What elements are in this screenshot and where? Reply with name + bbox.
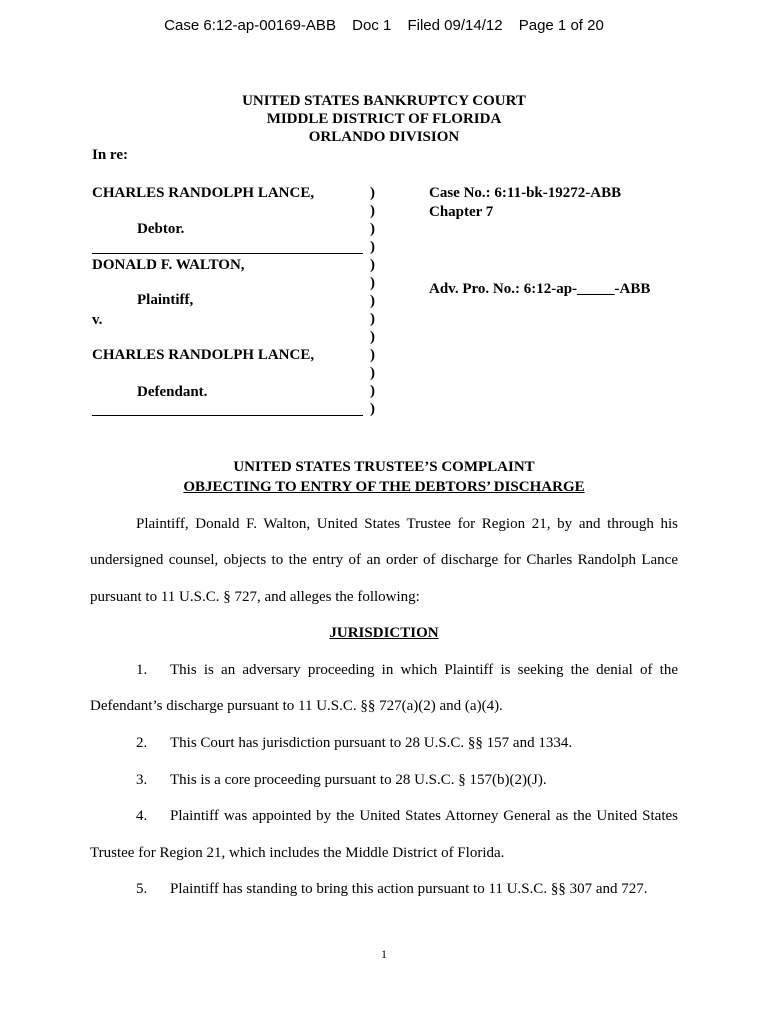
paragraph-line: This is an adversary proceeding in which Plaintiff is seeking the denial of the (170, 662, 678, 678)
chapter-label: Chapter 7 (429, 204, 494, 220)
court-division: ORLANDO DIVISION (308, 129, 460, 145)
caption-divider (92, 253, 363, 254)
paragraph-number: 3. (136, 772, 148, 788)
paragraph-line: Defendant’s discharge pursuant to 11 U.S.C. §§ 727(a)(2) and (a)(4). (90, 698, 503, 714)
paragraph-line: This Court has jurisdiction pursuant to 28 U.S.C. §§ 157 and 1334. (170, 735, 573, 751)
intro-line: Plaintiff, Donald F. Walton, United States Trustee for Region 21, by and through his (136, 516, 678, 532)
caption-paren: ) (370, 185, 375, 201)
debtor-role: Debtor. (137, 221, 185, 237)
caption-paren: ) (370, 383, 375, 399)
document-title: UNITED STATES TRUSTEE’S COMPLAINT (233, 459, 535, 475)
debtor-name: CHARLES RANDOLPH LANCE, (92, 185, 315, 201)
caption-paren: ) (370, 257, 375, 273)
filed-date-stamp: Filed 09/14/12 (407, 17, 503, 34)
adversary-proceeding-number: Adv. Pro. No.: 6:12-ap-_____-ABB (429, 281, 651, 297)
defendant-role: Defendant. (137, 384, 208, 400)
paragraph-line: Plaintiff was appointed by the United States Attorney General as the United States (170, 808, 678, 824)
defendant-name: CHARLES RANDOLPH LANCE, (92, 347, 315, 363)
caption-paren: ) (370, 275, 375, 291)
caption-divider (92, 415, 363, 416)
versus-label: v. (92, 312, 103, 328)
intro-line: pursuant to 11 U.S.C. § 727, and alleges the following: (90, 589, 420, 605)
paragraph-number: 1. (136, 662, 148, 678)
caption-paren: ) (370, 365, 375, 381)
plaintiff-name: DONALD F. WALTON, (92, 257, 245, 273)
caption-paren: ) (370, 401, 375, 417)
court-name: UNITED STATES BANKRUPTCY COURT (242, 93, 526, 109)
paragraph-line: Plaintiff has standing to bring this action pursuant to 11 U.S.C. §§ 307 and 727. (170, 881, 648, 897)
doc-number-stamp: Doc 1 (352, 17, 392, 34)
caption-paren: ) (370, 203, 375, 219)
filing-header (0, 17, 768, 34)
paragraph-line: This is a core proceeding pursuant to 28 U.S.C. § 157(b)(2)(J). (170, 772, 547, 788)
court-district: MIDDLE DISTRICT OF FLORIDA (266, 111, 502, 127)
page-count-stamp: Page 1 of 20 (518, 17, 604, 34)
caption-paren: ) (370, 329, 375, 345)
caption-paren: ) (370, 293, 375, 309)
caption-paren: ) (370, 239, 375, 255)
caption-paren: ) (370, 347, 375, 363)
case-number-stamp: Case 6:12-ap-00169-ABB (164, 17, 336, 34)
in-re-label: In re: (92, 147, 128, 163)
case-number: Case No.: 6:11-bk-19272-ABB (429, 185, 622, 201)
paragraph-number: 2. (136, 735, 148, 751)
page-number: 1 (381, 947, 387, 961)
paragraph-number: 4. (136, 808, 148, 824)
caption-paren: ) (370, 221, 375, 237)
section-heading-jurisdiction: JURISDICTION (329, 625, 439, 641)
paragraph-number: 5. (136, 881, 148, 897)
plaintiff-role: Plaintiff, (137, 292, 194, 308)
intro-line: undersigned counsel, objects to the entry of an order of discharge for Charles Randolph Lance (90, 552, 678, 568)
document-subtitle: OBJECTING TO ENTRY OF THE DEBTORS’ DISCHARGE (183, 479, 585, 495)
caption-paren: ) (370, 311, 375, 327)
paragraph-line: Trustee for Region 21, which includes the Middle District of Florida. (90, 845, 505, 861)
